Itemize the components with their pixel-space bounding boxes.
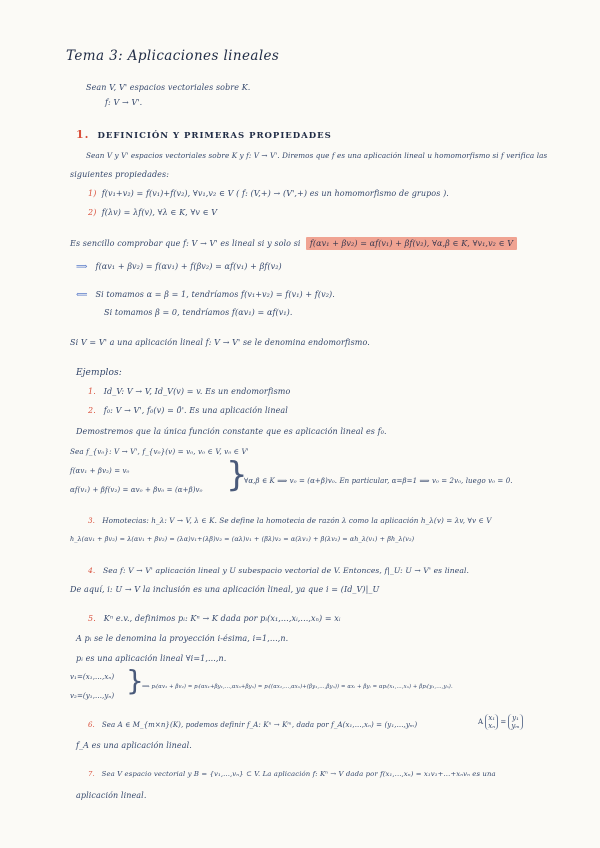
example-4-inclusion: De aquí, i: U → V la inclusión es una aplicación lineal, ya que i = (Id_V)|_U	[70, 585, 380, 594]
example-2-text: f₀: V → V', f₀(v) = 0̄'. Es una aplicación lineal	[103, 406, 288, 415]
property-1-text: f(v₁+v₂) = f(v₁)+f(v₂), ∀v₁,v₂ ∈ V ( f: (V,+) → (V',+) es un homomorfismo de grupos ).	[101, 189, 449, 198]
matrix-right-bottom: yₘ	[511, 722, 520, 730]
implication-forward-text: f(αv₁ + βv₂) = f(αv₁) + f(βv₂) = αf(v₁) + βf(v₂)	[95, 262, 282, 271]
example-7-number: 7.	[88, 770, 95, 778]
example-7	[88, 770, 496, 778]
example-1	[88, 387, 290, 396]
property-2-text: f(λv) = λf(v), ∀λ ∈ K, ∀v ∈ V	[101, 208, 218, 217]
example-3-number: 3.	[88, 516, 96, 525]
example-6-matrix: A x₁ xₙ = y₁ yₘ	[478, 714, 523, 730]
implication-backward-text: Si tomamos α = β = 1, tendríamos f(v₁+v₂) = f(v₁) + f(v₂).	[95, 290, 335, 299]
example-5-v2: v₂=(y₁,...,yₙ)	[70, 692, 115, 700]
section-number: 1.	[76, 128, 90, 141]
property-1-number: 1)	[88, 189, 97, 198]
example-4	[88, 566, 469, 575]
example-5-text: Kⁿ e.v., definimos pᵢ: Kⁿ → K dada por pᵢ(x₁,...,xᵢ,...,xₙ) = xᵢ	[103, 614, 341, 623]
brace-icon: }	[126, 664, 144, 697]
definition-line-1: Sean V y V' espacios vectoriales sobre K y f: V → V'. Diremos que f es una aplicación lineal u homomorfismo si f verifica las	[86, 151, 548, 160]
example-2-proof-1: Sea f_{v₀}: V → V', f_{v₀}(v) = v₀, v₀ ∈ V, v₀ ∈ V'	[70, 447, 249, 456]
example-5	[88, 614, 341, 623]
example-1-number: 1.	[88, 387, 96, 396]
section-heading	[76, 128, 332, 141]
page-title: Tema 3: Aplicaciones lineales	[66, 48, 280, 64]
forward-arrow-icon: ⟹	[76, 261, 88, 271]
linearity-criterion	[70, 239, 517, 248]
example-6-linear: f_A es una aplicación lineal.	[76, 741, 192, 750]
example-2-proof-3: αf(v₁) + βf(v₂) = αv₀ + βv₀ = (α+β)v₀	[70, 486, 203, 494]
backward-arrow-icon: ⟸	[76, 289, 88, 299]
examples-heading: Ejemplos:	[76, 368, 122, 378]
property-1	[88, 189, 449, 198]
matrix-right-top: y₁	[512, 714, 519, 722]
example-1-text: Id_V: V → V, Id_V(v) = v. Es un endomorfismo	[103, 387, 291, 396]
example-2-conclusion: ∀α,β ∈ K ⟹ v₀ = (α+β)v₀. En particular, α=β=1 ⟹ v₀ = 2v₀, luego v₀ = 0.	[244, 477, 513, 485]
example-6-text: Sea A ∈ M_{m×n}(K), podemos definir f_A: Kⁿ → Kᵐ, dada por f_A(x₁,...,xₙ) = (y₁,...,yₘ)	[101, 721, 418, 729]
example-7-cont: aplicación lineal.	[76, 791, 147, 800]
brace-icon: }	[226, 455, 248, 495]
example-3	[88, 516, 492, 525]
example-5-linear: pᵢ es una aplicación lineal ∀i=1,...,n.	[76, 654, 227, 663]
example-2-number: 2.	[88, 406, 96, 415]
example-2-proof-2: f(αv₁ + βv₂) = v₀	[70, 467, 130, 475]
definition-line-2: siguientes propiedades:	[70, 170, 170, 179]
example-6	[88, 721, 417, 729]
example-5-v1: v₁=(x₁,...,xₙ)	[70, 673, 115, 681]
implication-backward-2: Si tomamos β = 0, tendríamos f(αv₁) = αf(v₁).	[104, 308, 293, 317]
example-4-text: Sea f: V → V' aplicación lineal y U subespacio vectorial de V. Entonces, f|_U: U → V' es lineal.	[103, 566, 470, 575]
property-2	[88, 208, 217, 217]
section-title: DEFINICIÓN Y PRIMERAS PROPIEDADES	[97, 131, 332, 141]
criterion-text: Es sencillo comprobar que f: V → V' es lineal si y solo si	[70, 239, 301, 248]
example-5-projection: A pᵢ se le denomina la proyección i-ésima, i=1,...,n.	[76, 634, 289, 643]
criterion-highlight: f(αv₁ + βv₂) = αf(v₁) + βf(v₂), ∀α,β ∈ K, ∀v₁,v₂ ∈ V	[306, 237, 517, 250]
implication-backward	[76, 289, 335, 299]
example-3-text: Homotecias: h_λ: V → V, λ ∈ K. Se define la homotecia de razón λ como la aplicación h_λ(v) = λv, ∀v ∈ V	[102, 516, 492, 525]
example-4-number: 4.	[88, 566, 96, 575]
implication-forward	[76, 261, 282, 271]
property-2-number: 2)	[88, 208, 97, 217]
example-5-number: 5.	[88, 614, 96, 623]
intro-line-1: Sean V, V' espacios vectoriales sobre K.	[86, 83, 251, 92]
example-7-text: Sea V espacio vectorial y B = {v₁,...,vₙ} ⊂ V. La aplicación f: Kⁿ → V dada por f(x₁,...,xₙ) = x₁v₁+...+xₙvₙ es una	[101, 770, 496, 778]
matrix-left-bottom: xₙ	[488, 722, 496, 730]
example-3-proof: h_λ(αv₁ + βv₂) = λ(αv₁ + βv₂) = (λα)v₁+(λβ)v₂ = (αλ)v₁ + (βλ)v₂ = α(λv₁) + β(λv₂) = αh_λ(v₁) + βh_λ(v₂)	[70, 535, 415, 543]
intro-line-2: f: V → V'.	[105, 98, 143, 107]
endomorphism-definition: Si V = V' a una aplicación lineal f: V → V' se le denomina endomorfismo.	[70, 338, 370, 347]
example-6-number: 6.	[88, 721, 95, 729]
matrix-left-top: x₁	[488, 714, 496, 722]
example-2	[88, 406, 288, 415]
example-2-claim: Demostremos que la única función constante que es aplicación lineal es f₀.	[76, 427, 387, 436]
example-5-proof: ⟹ pᵢ(αv₁ + βv₂) = pᵢ(αx₁+βy₁,...,αxₙ+βyₙ) = pᵢ((αx₁,...,αxₙ)+(βy₁,...,βyₙ)) = αxᵢ + βyᵢ = αpᵢ(x₁,...,xₙ) + βpᵢ(y₁,...,yₙ).	[142, 684, 453, 690]
